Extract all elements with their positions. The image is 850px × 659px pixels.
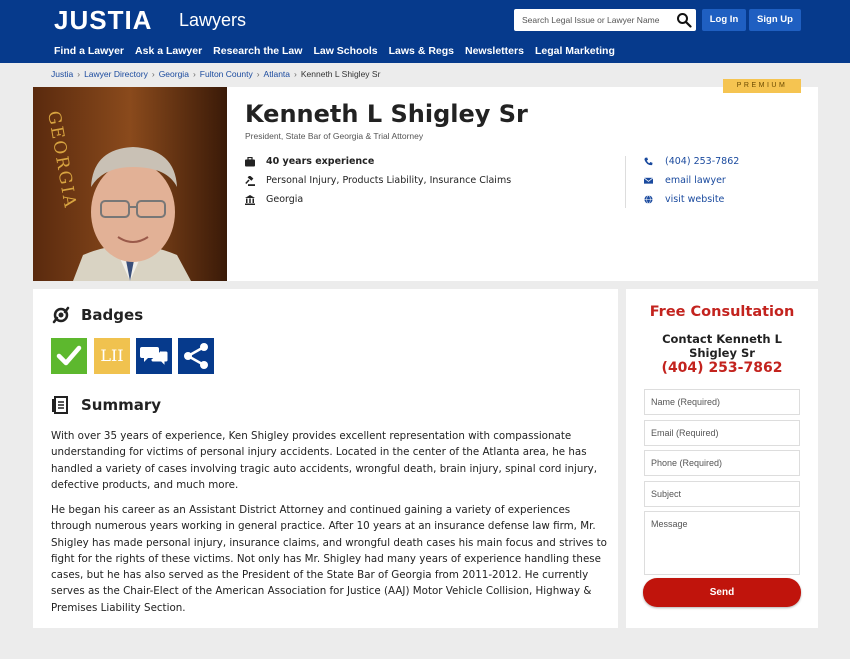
email-link-row[interactable] [644, 175, 726, 186]
email-lawyer-link[interactable]: email lawyer [665, 175, 726, 186]
envelope-icon [644, 176, 653, 185]
lii-badge[interactable]: LII [94, 338, 130, 374]
email-field[interactable] [644, 420, 800, 446]
send-button[interactable]: Send [643, 578, 801, 607]
subject-field[interactable] [644, 481, 800, 507]
summary-paragraph-1: With over 35 years of experience, Ken Shigley provides excellent representation with compassionate understanding for victims of personal injury accidents. Located in the center of the Atlanta area, he has handled a variety of cases involving tragic auto accidents, wrongful death, brain injury, spinal cord injury, defective products, and much more. [51, 430, 598, 491]
courthouse-icon [245, 195, 255, 205]
name-field[interactable] [644, 389, 800, 415]
badges-heading [51, 305, 143, 325]
website-link-row[interactable] [644, 194, 724, 205]
breadcrumb [51, 69, 380, 79]
breadcrumb-georgia[interactable]: Georgia [158, 69, 189, 79]
search-icon[interactable] [676, 12, 692, 28]
experience-row [245, 156, 374, 167]
consultation-phone[interactable]: (404) 253-7862 [661, 360, 783, 376]
login-button[interactable]: Log In [702, 9, 746, 31]
chat-bubbles-icon [136, 338, 172, 374]
justia-logo[interactable]: JUSTIA [54, 5, 153, 35]
summary-paragraph-2: He began his career as an Assistant District Attorney and continued gaining a variety of experiences through numerous years working in general practice. After 10 years at an insurance defense law firm, Mr. Shigley has made personal injury, insurance claims, and wrongful death cases his main focus and strives to fight for the rights of these victims. Not only has Mr. Shigley had many years of experience handling these cases, but he has also served as the President of the State Bar of Georgia from 2011-2012. He currently serves as the Chair-Elect of the American Association for Justice (AAJ) Motor Vehicle Collision, Highway & Premises Liability Section. [51, 504, 607, 614]
checkmark-icon [51, 338, 87, 374]
nav-newsletters[interactable]: Newsletters [465, 45, 524, 57]
location-row [245, 194, 303, 205]
breadcrumb-separator: › [192, 69, 196, 79]
phone-field[interactable] [644, 450, 800, 476]
globe-icon [644, 195, 653, 204]
experience-text: 40 years experience [266, 156, 375, 167]
practice-row [245, 175, 511, 186]
breadcrumb-current: Kenneth L Shigley Sr [300, 69, 381, 79]
site-header [0, 0, 850, 63]
lawyer-name: Kenneth L Shigley Sr [245, 100, 528, 128]
gavel-icon [245, 176, 255, 186]
visit-website-link[interactable]: visit website [665, 194, 725, 205]
answers-badge[interactable] [136, 338, 172, 374]
location-text: Georgia [266, 194, 304, 205]
summary-title: Summary [81, 396, 162, 414]
breadcrumb-separator: › [77, 69, 81, 79]
phone-link-row[interactable] [644, 156, 739, 167]
breadcrumb-separator: › [256, 69, 260, 79]
verified-badge[interactable] [51, 338, 87, 374]
free-consultation-title: Free Consultation [649, 304, 795, 320]
nav-find-a-lawyer[interactable]: Find a Lawyer [54, 45, 125, 57]
phone-icon [644, 157, 653, 166]
nav-research-the-law[interactable]: Research the Law [213, 45, 303, 57]
breadcrumb-separator: › [294, 69, 297, 79]
document-icon [51, 395, 71, 415]
nav-legal-marketing[interactable]: Legal Marketing [534, 45, 615, 57]
premium-badge: PREMIUM [723, 79, 801, 93]
connections-badge[interactable] [178, 338, 214, 374]
lawyer-title: President, State Bar of Georgia & Trial Attorney [245, 131, 424, 141]
divider [625, 156, 626, 208]
lawyers-logo-text[interactable]: Lawyers [179, 10, 247, 30]
nav-ask-a-lawyer[interactable]: Ask a Lawyer [135, 45, 203, 57]
nav-law-schools[interactable]: Law Schools [313, 45, 378, 57]
badge-icon [51, 305, 71, 325]
breadcrumb-separator: › [151, 69, 155, 79]
breadcrumb-lawyer-directory[interactable]: Lawyer Directory [84, 69, 148, 79]
signup-button[interactable]: Sign Up [749, 9, 801, 31]
photo-backdrop-text: GEORGIA [43, 109, 81, 211]
search-box [514, 9, 696, 31]
search-input[interactable] [514, 9, 674, 31]
breadcrumb-fulton-county[interactable]: Fulton County [199, 69, 253, 79]
lawyer-photo [33, 87, 227, 281]
contact-lawyer-heading: Contact Kenneth L Shigley Sr [662, 332, 782, 360]
briefcase-icon [245, 157, 255, 167]
consultation-panel [626, 289, 818, 628]
breadcrumb-atlanta[interactable]: Atlanta [263, 69, 291, 79]
main-content [33, 289, 618, 628]
practice-areas-text: Personal Injury, Products Liability, Insurance Claims [266, 175, 512, 186]
nav-laws-regs[interactable]: Laws & Regs [388, 45, 454, 57]
share-network-icon [178, 338, 214, 374]
summary-heading [51, 395, 161, 415]
phone-link[interactable]: (404) 253-7862 [665, 156, 740, 167]
badges-title: Badges [81, 306, 144, 324]
message-field[interactable] [644, 511, 800, 575]
breadcrumb-justia[interactable]: Justia [51, 69, 74, 79]
profile-card [33, 87, 818, 281]
main-nav [54, 45, 626, 57]
